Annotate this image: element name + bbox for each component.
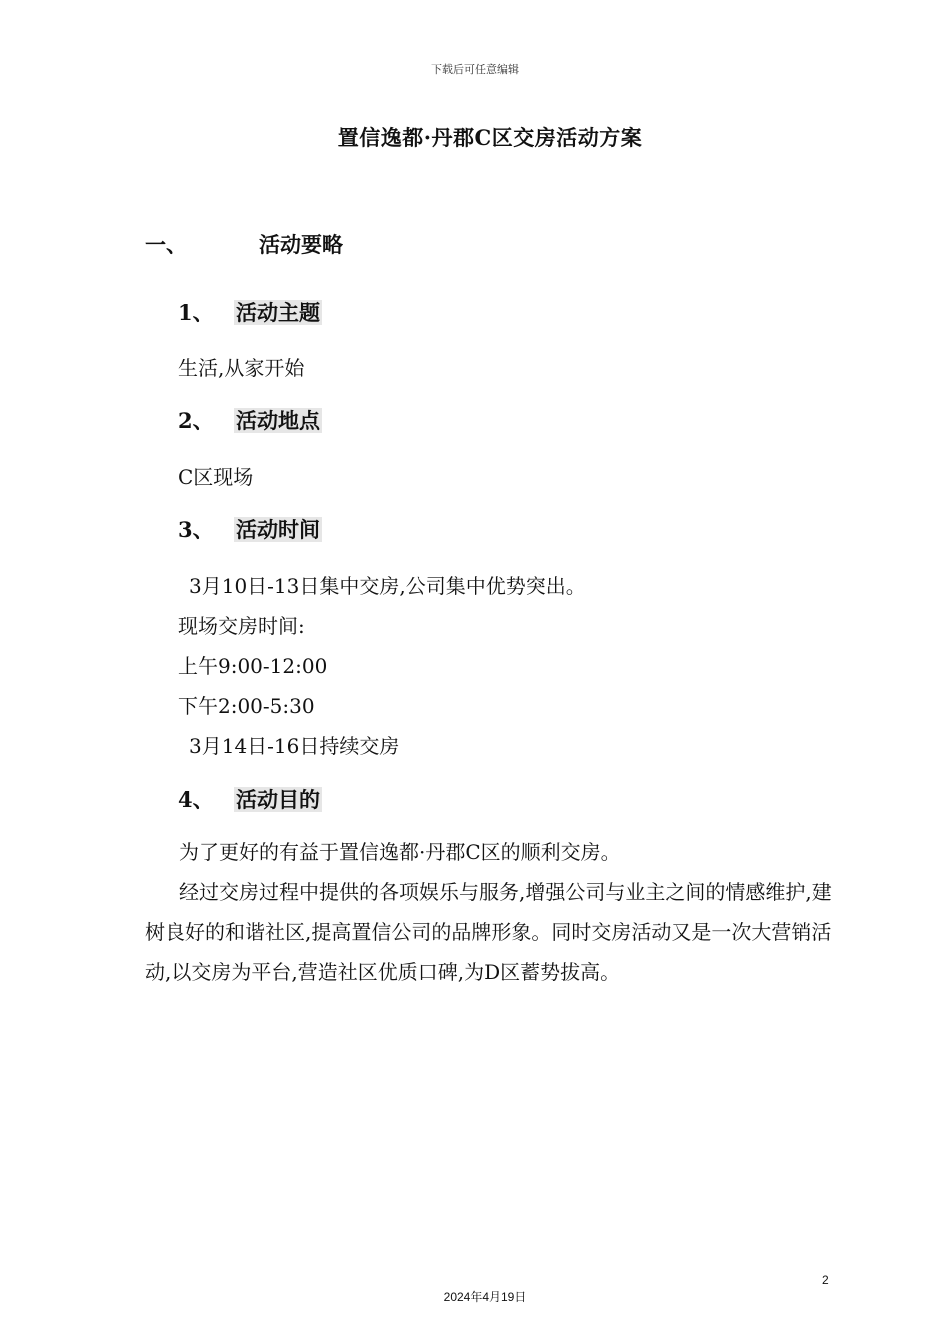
header-note: 下载后可任意编辑 (431, 63, 519, 76)
subsection-title: 活动主题 (236, 300, 320, 325)
body-line: 3月14日-16日持续交房 (189, 734, 400, 758)
subsection-number: 4、 (178, 787, 214, 812)
subsection-number: 3、 (178, 517, 214, 542)
section-heading (145, 229, 343, 259)
subsection-heading-time (178, 514, 322, 544)
subsection-heading-purpose (178, 784, 322, 814)
subsection-number: 2、 (178, 408, 214, 433)
body-line: 3月10日-13日集中交房,公司集中优势突出。 (189, 574, 586, 598)
body-line: C区现场 (178, 465, 254, 489)
subsection-number: 1、 (178, 300, 214, 325)
subsection-heading-theme (178, 297, 322, 327)
page-number: 2 (822, 1273, 829, 1287)
body-line: 现场交房时间: (178, 614, 305, 638)
body-line: 上午9:00-12:00 (178, 654, 328, 678)
subsection-heading-location (178, 405, 322, 435)
body-line: 下午2:00-5:30 (178, 694, 315, 718)
body-paragraph: 经过交房过程中提供的各项娱乐与服务,增强公司与业主之间的情感维护,建树良好的和谐社区,提高置信公司的品牌形象。同时交房活动又是一次大营销活动,以交房为平台,营造社区优质口碑,为D区蓄势拔高。 (145, 880, 832, 984)
body-line: 生活,从家开始 (178, 356, 305, 380)
section-title: 活动要略 (259, 232, 343, 257)
document-title: 置信逸都·丹郡C区交房活动方案 (337, 125, 643, 150)
subsection-title: 活动时间 (236, 517, 320, 542)
subsection-title: 活动目的 (236, 787, 320, 812)
body-paragraph: 为了更好的有益于置信逸都·丹郡C区的顺利交房。 (179, 840, 621, 864)
subsection-title: 活动地点 (236, 408, 320, 433)
section-number: 一、 (145, 232, 187, 257)
footer-date: 2024年4月19日 (443, 1290, 527, 1304)
